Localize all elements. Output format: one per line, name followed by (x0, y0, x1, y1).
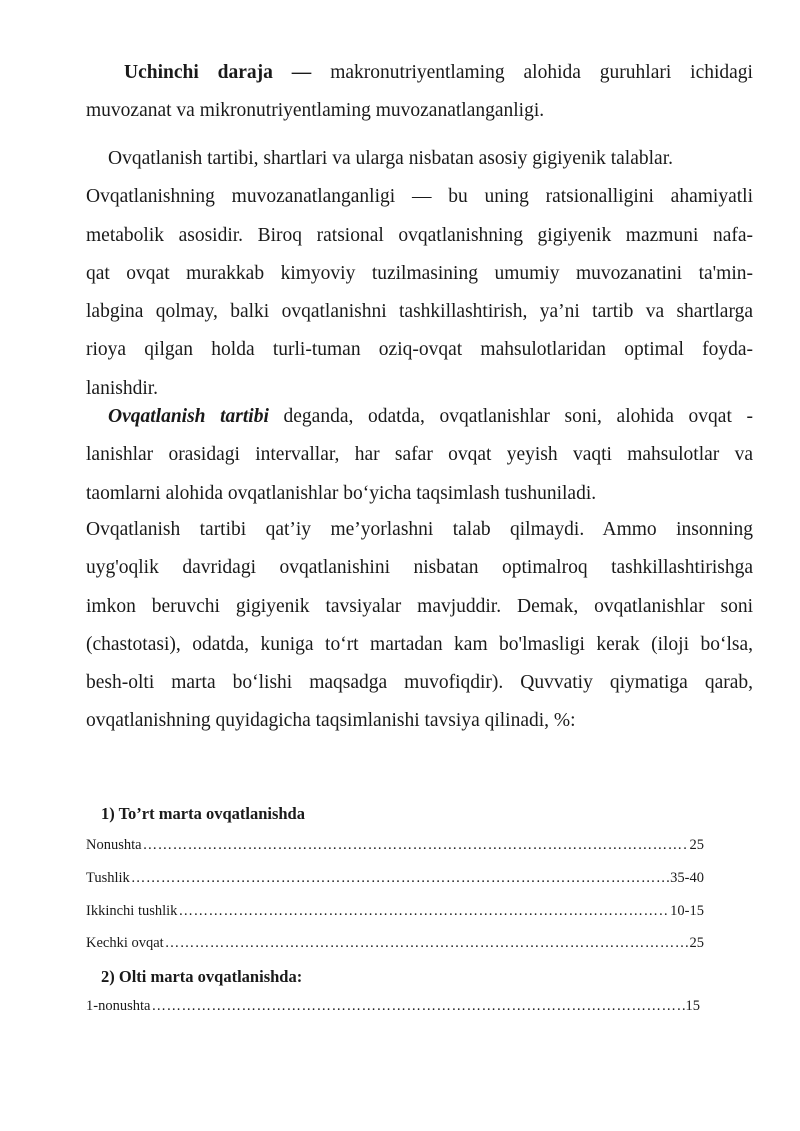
paragraph-ovqatlanish-tartibi (86, 398, 753, 513)
paragraph-line: metabolik asosidir. Biroq ratsional ovqatlanishning gigiyenik mazmuni nafa- (86, 224, 753, 246)
paragraph-line: qat ovqat murakkab kimyoviy tuzilmasining umumiy muvozanatini ta'min- (86, 262, 753, 284)
paragraph-uchinchi-daraja (86, 54, 753, 131)
leader-dots (143, 837, 689, 854)
distribution-row (86, 837, 704, 854)
leader-dots (151, 998, 684, 1015)
paragraph-line: ovqatlanishning quyidagicha taqsimlanishi tavsiya qilinadi, %: (86, 710, 576, 732)
distribution-row (86, 903, 704, 920)
paragraph-line: rioya qilgan holda turli-tuman oziq-ovqat mahsulotlaridan optimal foyda- (86, 339, 753, 361)
paragraph-line: deganda, odatda, ovqatlanishlar soni, alohida ovqat - (268, 406, 753, 427)
meal-label: 1-nonushta (86, 998, 151, 1014)
leader-dots (165, 935, 689, 952)
meal-percent: 15 (685, 998, 700, 1014)
leader-dots (131, 870, 669, 887)
section-heading-olti-marta: 2) Olti marta ovqatlanishda: (101, 967, 303, 986)
meal-percent: 35-40 (670, 870, 704, 886)
paragraph-line: uyg'oqlik davridagi ovqatlanishini nisbatan optimalroq tashkillashtirishga (86, 557, 753, 579)
leader-dots (178, 903, 669, 920)
term-ovqatlanish-tartibi: Ovqatlanish tartibi (108, 406, 269, 427)
paragraph-line: lanishdir. (86, 377, 159, 399)
meal-percent: 25 (689, 935, 704, 951)
paragraph-line: taomlarni alohida ovqatlanishlar bo‘yicha taqsimlash tushuniladi. (86, 482, 597, 504)
meal-percent: 10-15 (670, 903, 704, 919)
paragraph-line: labgina qolmay, balki ovqatlanishni tashkillashtirish, ya’ni tartib va shartlarga (86, 301, 753, 323)
term-uchinchi-daraja: Uchinchi daraja — (124, 62, 312, 83)
paragraph-line: imkon beruvchi gigiyenik tavsiyalar mavjuddir. Demak, ovqatlanishlar soni (86, 595, 753, 617)
paragraph-line: muvozanat va mikronutriyentlaming muvozanatlanganligi. (86, 100, 545, 122)
meal-label: Tushlik (86, 870, 130, 886)
paragraph-line: lanishlar orasidagi intervallar, har safar ovqat yeyish vaqti mahsulotlar va (86, 444, 753, 466)
paragraph-line: makronutriyentlaming alohida guruhlari ichidagi (311, 62, 753, 83)
paragraph-line: Ovqatlanish tartibi qat’iy me’yorlashni talab qilmaydi. Ammo insonning (86, 519, 753, 540)
section-heading-tort-marta: 1) To’rt marta ovqatlanishda (101, 804, 305, 823)
paragraph-tavsiyalar (86, 511, 753, 741)
paragraph-line: (chastotasi), odatda, kuniga to‘rt martadan kam bo'lmasligi kerak (iloji bo‘lsa, (86, 633, 753, 655)
distribution-row (86, 935, 704, 952)
meal-percent: 25 (689, 837, 704, 853)
paragraph-line: Ovqatlanish tartibi, shartlari va ularga nisbatan asosiy gigiyenik talablar. (108, 148, 673, 169)
distribution-row (86, 870, 704, 887)
meal-label: Kechki ovqat (86, 935, 164, 951)
meal-label: Nonushta (86, 837, 142, 853)
paragraph-line: besh-olti marta bo‘lishi maqsadga muvofiqdir). Quvvatiy qiymatiga qarab, (86, 672, 753, 694)
paragraph-ovqatlanish-talablar (86, 140, 753, 408)
distribution-row (86, 998, 700, 1015)
paragraph-line: Ovqatlanishning muvozanatlanganligi — bu uning ratsionalligini ahamiyatli (86, 186, 753, 208)
meal-label: Ikkinchi tushlik (86, 903, 178, 919)
